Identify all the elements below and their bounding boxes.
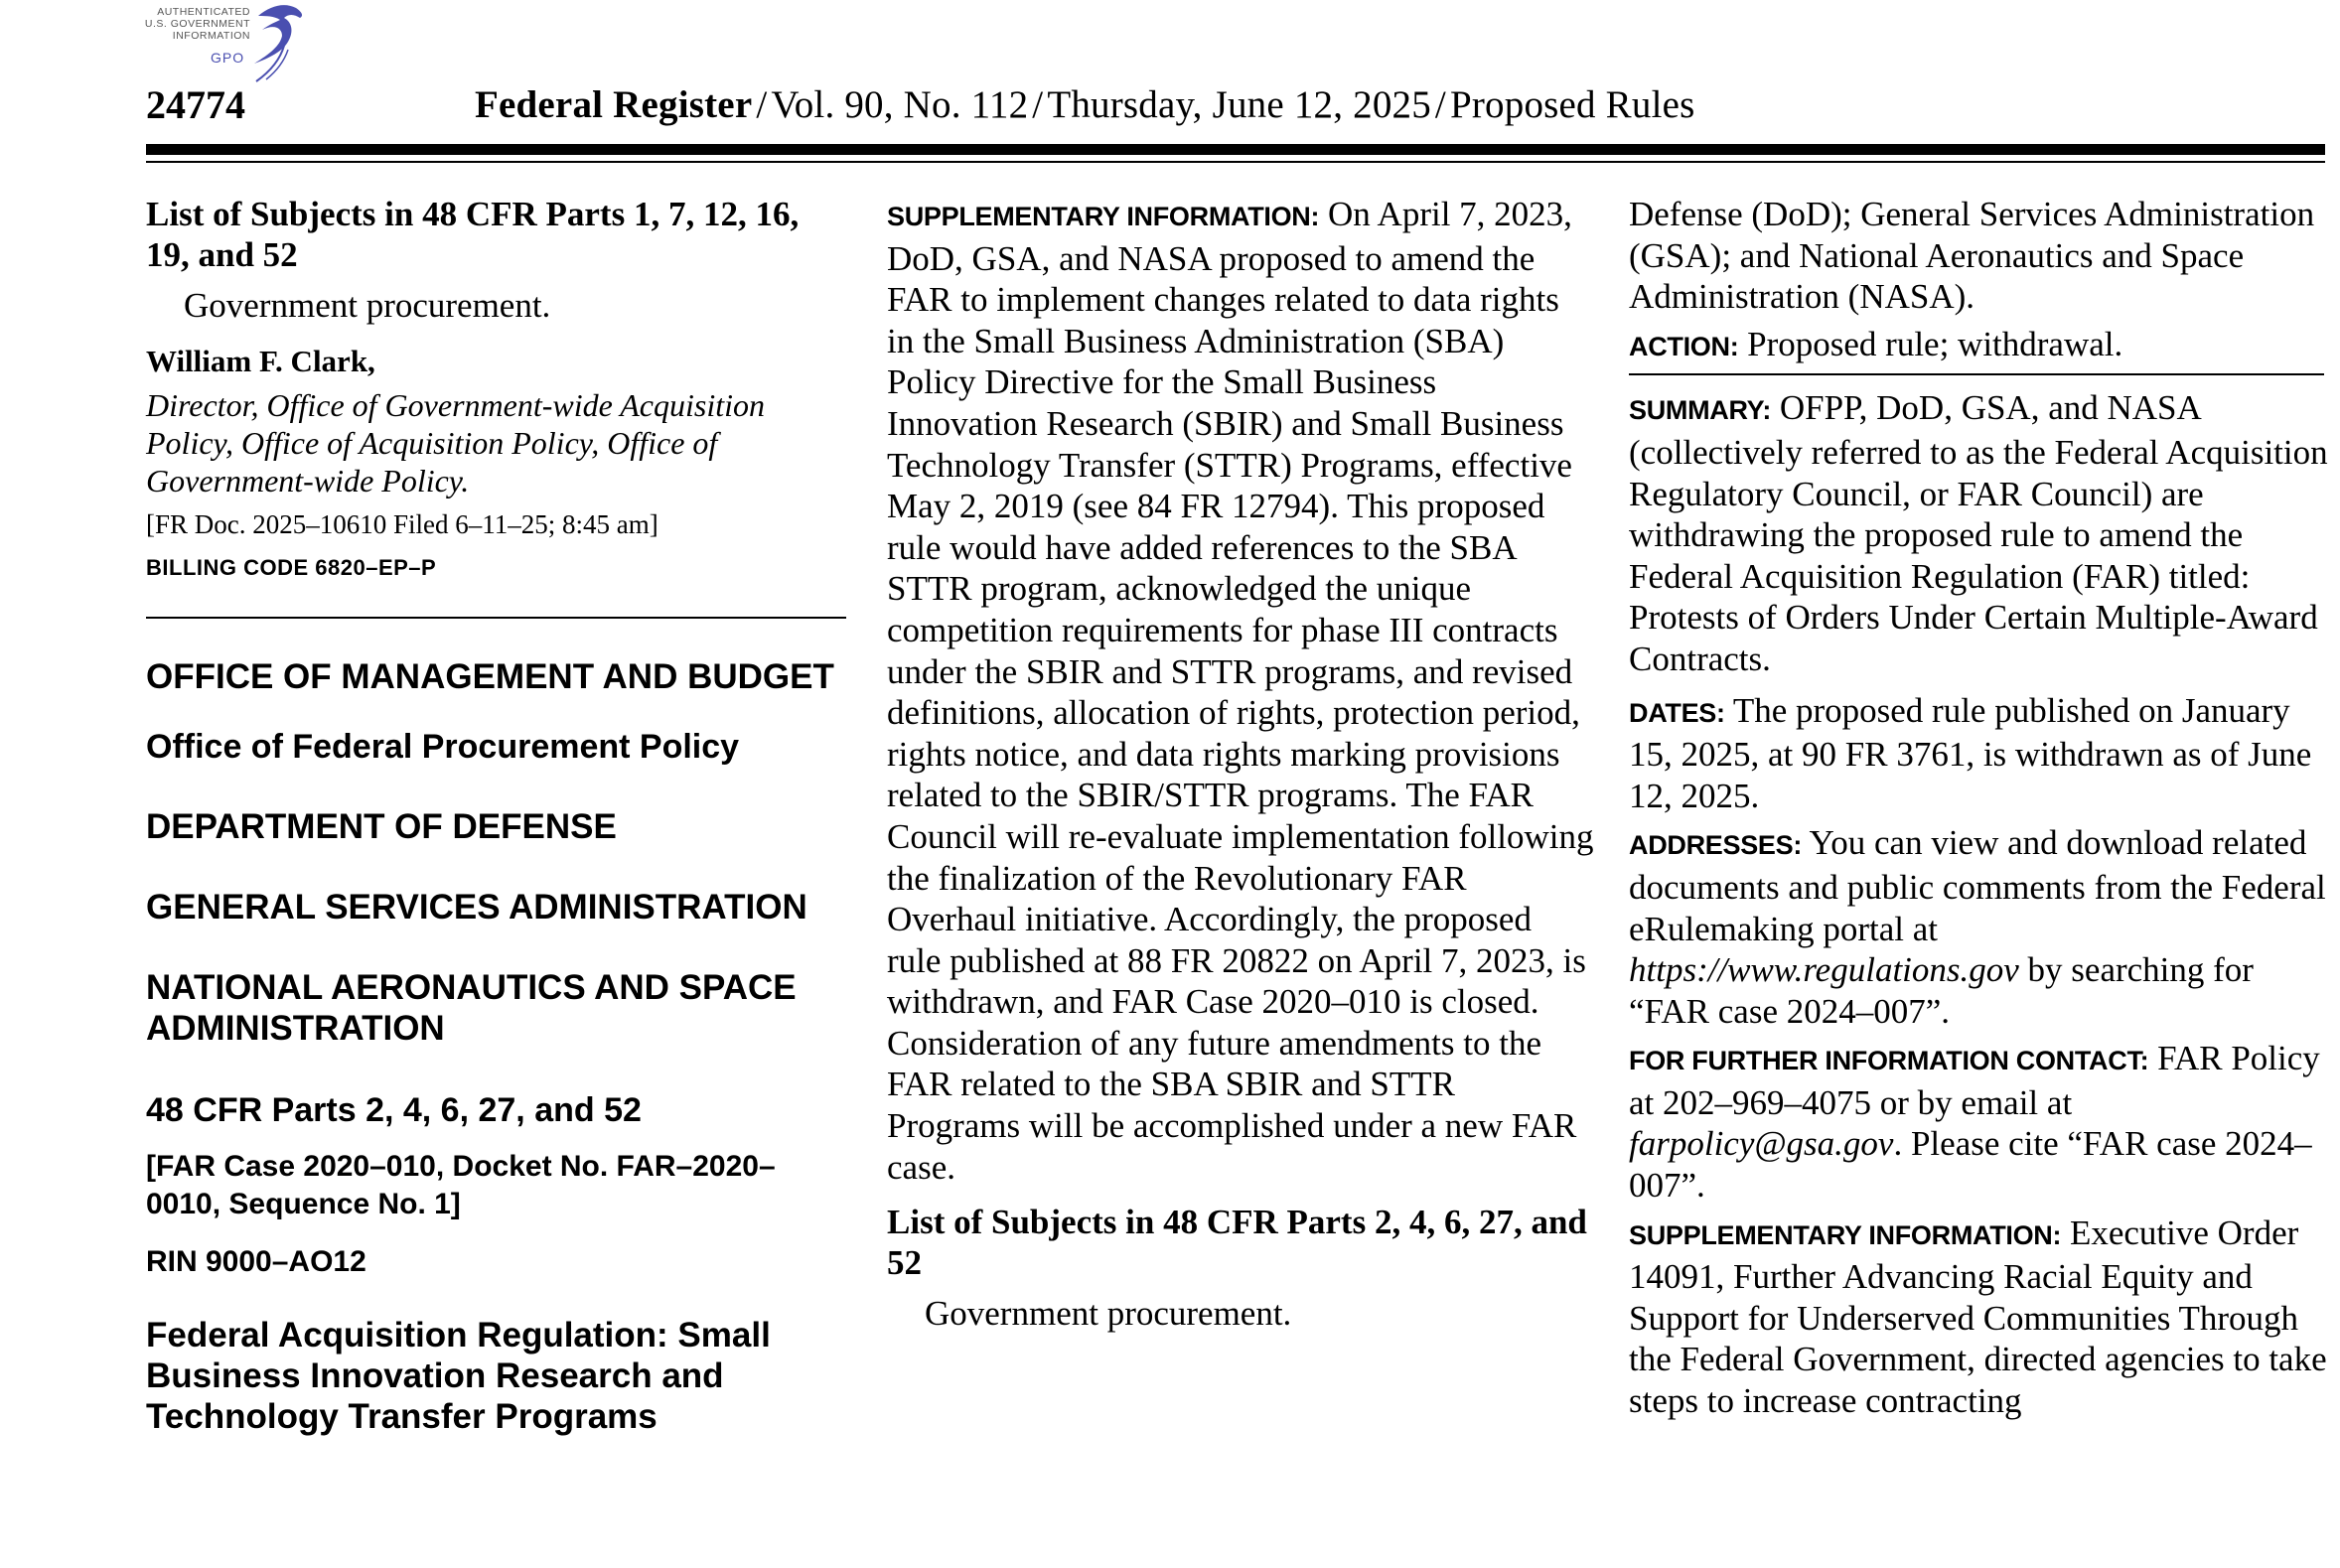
logo-line: AUTHENTICATED: [157, 6, 250, 18]
publication-date: Thursday, June 12, 2025: [1047, 83, 1431, 126]
agency-gsa: GENERAL SERVICES ADMINISTRATION: [146, 887, 807, 927]
dates-text: The proposed rule published on January 15, 2025, at 90 FR 3761, is withdrawn as of June 12, 2025.: [1629, 690, 2312, 815]
left-column: [146, 194, 846, 1437]
agency-ofpp: Office of Federal Procurement Policy: [146, 727, 740, 766]
signer-name: William F. Clark,: [146, 343, 375, 378]
separator: /: [1434, 83, 1446, 126]
agency-continuation: Defense (DoD); General Services Administration (GSA); and National Aeronautics and Space Administration (NASA).: [1629, 195, 2315, 317]
addresses-text-after: by searching for “FAR case 2024–007”.: [1629, 950, 2254, 1031]
section-rule: [1629, 373, 2324, 375]
regulations-gov-link[interactable]: https://www.regulations.gov: [1629, 950, 2019, 990]
right-column: [1629, 194, 2330, 1422]
running-head: [475, 83, 1695, 127]
action-label: ACTION:: [1629, 331, 1739, 361]
subjects-text: Government procurement.: [184, 286, 551, 325]
billing-code: BILLING CODE 6820–EP–P: [146, 554, 437, 580]
middle-column: [887, 194, 1594, 1335]
agency-omb: OFFICE OF MANAGEMENT AND BUDGET: [146, 656, 834, 696]
docket-number: [FAR Case 2020–010, Docket No. FAR–2020–0010, Sequence No. 1]: [146, 1149, 776, 1220]
addresses-label: ADDRESSES:: [1629, 830, 1803, 861]
supplementary-label: SUPPLEMENTARY INFORMATION:: [887, 202, 1320, 231]
logo-line: U.S. GOVERNMENT: [144, 18, 250, 30]
agency-nasa: NATIONAL AERONAUTICS AND SPACE ADMINISTRATION: [146, 967, 797, 1048]
logo-line: INFORMATION: [172, 30, 250, 42]
eagle-icon: [248, 2, 308, 83]
dates-label: DATES:: [1629, 697, 1725, 728]
summary-section: [1629, 387, 2330, 679]
logo-gpo-mark: GPO: [211, 50, 245, 66]
fr-doc-citation: [FR Doc. 2025–10610 Filed 6–11–25; 8:45 am]: [146, 508, 658, 539]
agency-dod: DEPARTMENT OF DEFENSE: [146, 806, 617, 846]
subjects-heading: List of Subjects in 48 CFR Parts 1, 7, 12, 16, 19, and 52: [146, 195, 800, 274]
summary-label: SUMMARY:: [1629, 395, 1772, 426]
rin-number: RIN 9000–AO12: [146, 1244, 366, 1278]
separator: /: [1032, 83, 1044, 126]
contact-label: FOR FURTHER INFORMATION CONTACT:: [1629, 1046, 2149, 1076]
signer-title: Director, Office of Government-wide Acquisition Policy, Office of Acquisition Policy, Office of Government-wide Policy.: [146, 386, 765, 499]
cfr-parts: 48 CFR Parts 2, 4, 6, 27, and 52: [146, 1090, 642, 1129]
document-separator-rule: [146, 617, 846, 619]
summary-text: OFPP, DoD, GSA, and NASA (collectively referred to as the Federal Acquisition Regulatory Council, or FAR Council) are withdrawing the proposed rule to amend the Federal Acquisition Regulation (FAR) titled: Protests of Orders Under Certain Multiple-Award Contracts.: [1629, 388, 2328, 678]
action-text: Proposed rule; withdrawal.: [1747, 324, 2123, 363]
header-rule-thick: [146, 144, 2325, 155]
rule-title: Federal Acquisition Regulation: Small Business Innovation Research and Technology Transfer Programs: [146, 1315, 771, 1436]
subjects-text: Government procurement.: [925, 1294, 1292, 1334]
separator: /: [756, 83, 768, 126]
logo-text: [131, 6, 250, 42]
supplementary-text: Executive Order 14091, Further Advancing Racial Equity and Support for Underserved Communities Through the Federal Government, directed agencies to take steps to increase contracting: [1629, 1212, 2327, 1421]
gpo-authentication-logo: [131, 2, 308, 83]
supplementary-information: [887, 194, 1594, 1188]
contact-section: [1629, 1038, 2330, 1206]
subjects-heading: List of Subjects in 48 CFR Parts 2, 4, 6, 27, and 52: [887, 1203, 1587, 1283]
page-number: 24774: [146, 82, 245, 127]
volume-number: Vol. 90, No. 112: [771, 83, 1029, 126]
section-name: Proposed Rules: [1449, 83, 1695, 126]
dates-section: [1629, 690, 2330, 817]
supplementary-information: [1629, 1212, 2330, 1422]
header-rule-thin: [146, 161, 2325, 163]
action-section: [1629, 324, 2330, 368]
contact-email-link[interactable]: farpolicy@gsa.gov: [1629, 1124, 1894, 1164]
addresses-text: You can view and download related documents and public comments from the Federal eRulemaking portal at: [1629, 823, 2326, 948]
contact-text: FAR Policy at 202–969–4075 or by email at: [1629, 1039, 2320, 1122]
supplementary-label: SUPPLEMENTARY INFORMATION:: [1629, 1219, 2062, 1250]
contact-text-after: . Please cite “FAR case 2024–007”.: [1629, 1124, 2312, 1206]
supplementary-text: On April 7, 2023, DoD, GSA, and NASA proposed to amend the FAR to implement changes related to data rights in the Small Business Administration (SBA) Policy Directive for the Small Business Innovation Research (SBIR) and Small Business Technology Transfer (STTR) Programs, effective May 2, 2019 (see 84 FR 12794). This proposed rule would have added references to the SBA STTR program, acknowledged the unique competition requirements for phase III contracts under the SBIR and STTR programs, and revised definitions, allocation of rights, protection period, rights notice, and data rights marking provisions related to the SBIR/STTR programs. The FAR Council will re-evaluate implementation following the finalization of the Revolutionary FAR Overhaul initiative. Accordingly, the proposed rule published at 88 FR 20822 on April 7, 2023, is withdrawn, and FAR Case 2020–010 is closed. Consideration of any future amendments to the FAR related to the SBA SBIR and STTR Programs will be accomplished under a new FAR case.: [887, 195, 1594, 1187]
addresses-section: [1629, 822, 2330, 1032]
publication-name: Federal Register: [475, 83, 753, 126]
